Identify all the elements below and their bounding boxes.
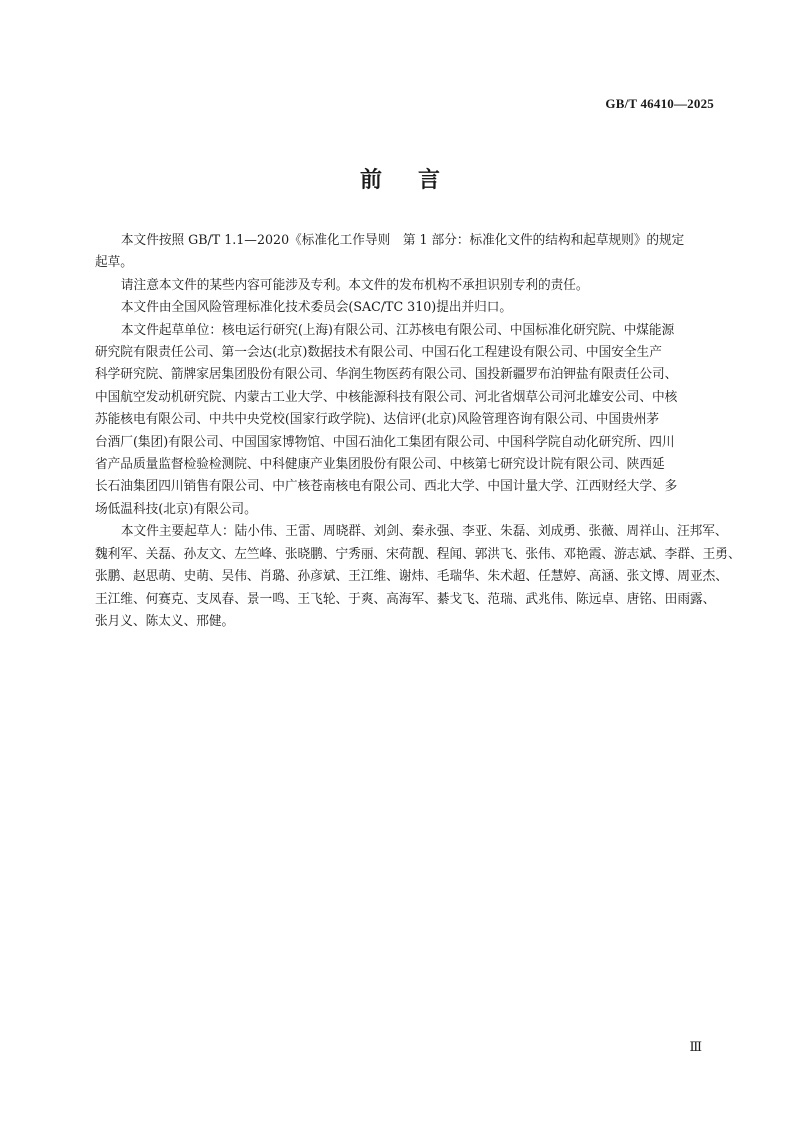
text-line: 王江维、何赛克、支凤春、景一鸣、王飞轮、于爽、高海军、綦戈飞、范瑞、武兆伟、陈远卓、唐铭、田雨露、 <box>94 591 716 607</box>
text-line: 起草。 <box>94 255 133 271</box>
paragraph <box>96 320 720 522</box>
text-line: 场低温科技(北京)有限公司。 <box>94 501 257 517</box>
text-line: 长石油集团四川销售有限公司、中广核苍南核电有限公司、西北大学、中国计量大学、江西财经大学、多 <box>94 479 678 495</box>
text-line: 本文件起草单位：核电运行研究(上海)有限公司、江苏核电有限公司、中国标准化研究院、中煤能源 <box>120 322 675 338</box>
text-line: 张月义、陈太义、邢健。 <box>94 613 235 629</box>
paragraph <box>94 521 741 633</box>
paragraph <box>96 230 720 275</box>
text-line: 中国航空发动机研究院、内蒙古工业大学、中核能源科技有限公司、河北省烟草公司河北雄安公司、中核 <box>94 389 678 405</box>
text-line: 台酒厂(集团)有限公司、中国国家博物馆、中国石油化工集团有限公司、中国科学院自动化研究所、四川 <box>94 434 675 450</box>
text-line: 本文件由全国风险管理标准化技术委员会(SAC/TC 310)提出并归口。 <box>120 300 513 316</box>
text-line: 苏能核电有限公司、中共中央党校(国家行政学院)、达信评(北京)风险管理咨询有限公司、中国贵州茅 <box>94 412 660 428</box>
page-number: Ⅲ <box>689 1039 702 1054</box>
body-text <box>94 230 741 633</box>
text-line: 本文件主要起草人：陆小伟、王雷、周晓群、刘剑、秦永强、李亚、朱磊、刘成勇、张薇、周祥山、汪邦军、 <box>120 524 728 540</box>
text-line: 本文件按照 GB/T 1.1—2020《标准化工作导则 第 1 部分：标准化文件的结构和起草规则》的规定 <box>120 233 685 248</box>
text-line: 请注意本文件的某些内容可能涉及专利。本文件的发布机构不承担识别专利的责任。 <box>120 277 589 293</box>
document-code: GB/T 46410—2025 <box>605 96 714 111</box>
page-title: 前言 <box>359 168 476 193</box>
text-line: 魏利军、关磊、孙友文、左竺峰、张晓鹏、宁秀丽、宋荷靓、程闻、郭洪飞、张伟、邓艳霞、游志斌、李群、王勇、 <box>94 546 741 562</box>
paragraph <box>96 297 720 319</box>
text-line: 张鹏、赵思萌、史萌、吴伟、肖璐、孙彦斌、王江维、谢炜、毛瑞华、朱术超、任慧婷、高涵、张文博、周亚杰、 <box>94 569 728 585</box>
text-line: 省产品质量监督检验检测院、中科健康产业集团股份有限公司、中核第七研究设计院有限公司、陕西延 <box>94 457 665 473</box>
text-line: 科学研究院、箭牌家居集团股份有限公司、华润生物医药有限公司、国投新疆罗布泊钾盐有限责任公司、 <box>94 367 678 383</box>
paragraph <box>96 275 720 297</box>
text-line: 研究院有限责任公司、第一会达(北京)数据技术有限公司、中国石化工程建设有限公司、中国安全生产 <box>94 345 662 361</box>
